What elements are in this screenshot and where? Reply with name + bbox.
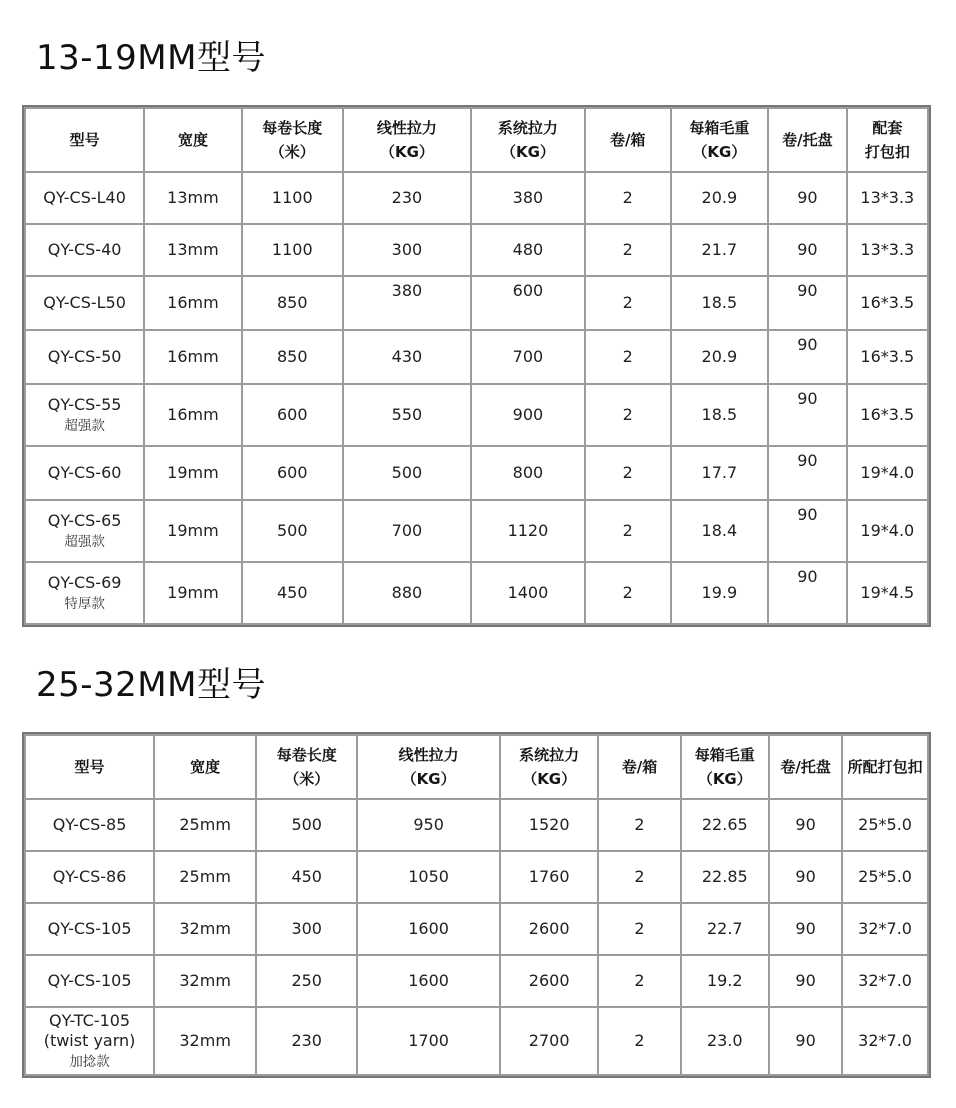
- model-name-line: (twist yarn): [43, 1030, 136, 1050]
- table-cell: 19mm: [144, 446, 242, 500]
- column-header: 卷/托盘: [769, 735, 842, 799]
- header-row: [25, 108, 928, 172]
- table-cell: 25mm: [154, 799, 256, 851]
- column-header: 型号: [25, 735, 154, 799]
- model-name-line: QY-CS-L50: [43, 292, 126, 312]
- table-cell: 90: [769, 799, 842, 851]
- table-cell: 700: [343, 500, 471, 562]
- table-cell: 2600: [500, 955, 598, 1007]
- table-cell: 16mm: [144, 330, 242, 384]
- column-header: 宽度: [154, 735, 256, 799]
- table-cell: 19.9: [671, 562, 769, 624]
- table-cell: 13mm: [144, 172, 242, 224]
- table-cell: 22.7: [681, 903, 769, 955]
- model-variant-label: 超强款: [64, 417, 105, 434]
- table-cell: 90: [768, 330, 847, 384]
- model-cell: [25, 330, 144, 384]
- table-cell: 480: [471, 224, 585, 276]
- table-cell: 900: [471, 384, 585, 446]
- table-cell: 1760: [500, 851, 598, 903]
- table-cell: 2: [585, 172, 671, 224]
- table-cell: 90: [769, 903, 842, 955]
- table-cell: 380: [471, 172, 585, 224]
- table-cell: 90: [768, 276, 847, 330]
- table-cell: 32*7.0: [842, 903, 928, 955]
- column-header: 线性拉力 （KG）: [343, 108, 471, 172]
- table-row: [25, 955, 928, 1007]
- table-cell: 13*3.3: [847, 172, 928, 224]
- table-cell: 1520: [500, 799, 598, 851]
- column-header: 卷/托盘: [768, 108, 847, 172]
- table-cell: 18.5: [671, 384, 769, 446]
- table-cell: 19*4.0: [847, 446, 928, 500]
- table-cell: 13mm: [144, 224, 242, 276]
- table-row: [25, 903, 928, 955]
- table-cell: 25mm: [154, 851, 256, 903]
- table-cell: 18.4: [671, 500, 769, 562]
- table-cell: 2: [585, 500, 671, 562]
- spec-table-13-19mm: [24, 107, 929, 625]
- model-cell: [25, 446, 144, 500]
- table-cell: 2: [598, 955, 680, 1007]
- table-cell: 16*3.5: [847, 384, 928, 446]
- table-cell: 90: [768, 446, 847, 500]
- table-cell: 1400: [471, 562, 585, 624]
- table-cell: 32*7.0: [842, 955, 928, 1007]
- table-cell: 90: [768, 384, 847, 446]
- column-header: 每卷长度 （米）: [256, 735, 357, 799]
- section-25-32mm: [0, 627, 956, 1078]
- table-cell: 90: [769, 1007, 842, 1075]
- spec-table-25-32mm-wrapper: [22, 732, 931, 1078]
- column-header: 型号: [25, 108, 144, 172]
- spec-table-25-32mm: [24, 734, 929, 1076]
- table-cell: 2: [585, 330, 671, 384]
- table-cell: 22.85: [681, 851, 769, 903]
- table-cell: 300: [343, 224, 471, 276]
- table-cell: 90: [768, 224, 847, 276]
- model-variant-label: 超强款: [64, 533, 105, 550]
- model-variant-label: 特厚款: [64, 595, 105, 612]
- table-cell: 16mm: [144, 276, 242, 330]
- table-cell: 20.9: [671, 172, 769, 224]
- spec-table-13-19mm-wrapper: [22, 105, 931, 627]
- model-name-line: QY-CS-L40: [43, 187, 126, 207]
- table-cell: 90: [769, 851, 842, 903]
- table-cell: 450: [256, 851, 357, 903]
- table-cell: 1600: [357, 955, 500, 1007]
- column-header: 系统拉力 （KG）: [500, 735, 598, 799]
- model-cell: [25, 799, 154, 851]
- model-name-line: QY-CS-50: [47, 346, 122, 366]
- table-cell: 2: [598, 799, 680, 851]
- table-cell: 950: [357, 799, 500, 851]
- model-name-line: QY-CS-40: [47, 239, 122, 259]
- table-cell: 19.2: [681, 955, 769, 1007]
- table-cell: 25*5.0: [842, 851, 928, 903]
- model-cell: [25, 903, 154, 955]
- table-cell: 500: [242, 500, 343, 562]
- table-cell: 380: [343, 276, 471, 330]
- column-header: 每箱毛重 （KG）: [681, 735, 769, 799]
- table-cell: 500: [343, 446, 471, 500]
- table-body: [25, 172, 928, 624]
- model-variant-label: 加捻款: [69, 1053, 110, 1070]
- table-row: [25, 446, 928, 500]
- column-header: 每卷长度 （米）: [242, 108, 343, 172]
- table-cell: 300: [256, 903, 357, 955]
- table-cell: 2: [585, 562, 671, 624]
- table-cell: 90: [768, 562, 847, 624]
- header-row: [25, 735, 928, 799]
- table-row: [25, 384, 928, 446]
- model-name-line: QY-CS-60: [47, 462, 122, 482]
- model-name-line: QY-CS-85: [52, 814, 127, 834]
- table-row: [25, 799, 928, 851]
- table-cell: 250: [256, 955, 357, 1007]
- section-title-25-32mm: 25-32MM型号: [36, 664, 266, 705]
- model-name-line: QY-CS-69: [47, 572, 122, 592]
- table-cell: 230: [343, 172, 471, 224]
- table-cell: 23.0: [681, 1007, 769, 1075]
- table-cell: 2700: [500, 1007, 598, 1075]
- table-row: [25, 851, 928, 903]
- table-cell: 32mm: [154, 903, 256, 955]
- table-cell: 1700: [357, 1007, 500, 1075]
- table-cell: 2: [585, 446, 671, 500]
- table-cell: 600: [242, 384, 343, 446]
- column-header: 线性拉力 （KG）: [357, 735, 500, 799]
- table-cell: 17.7: [671, 446, 769, 500]
- table-row: [25, 276, 928, 330]
- table-cell: 16*3.5: [847, 330, 928, 384]
- table-cell: 850: [242, 330, 343, 384]
- table-cell: 2600: [500, 903, 598, 955]
- column-header: 卷/箱: [585, 108, 671, 172]
- table-cell: 19*4.5: [847, 562, 928, 624]
- table-row: [25, 562, 928, 624]
- model-cell: [25, 1007, 154, 1075]
- model-name-line: QY-CS-105: [47, 970, 132, 990]
- table-cell: 20.9: [671, 330, 769, 384]
- table-cell: 550: [343, 384, 471, 446]
- table-cell: 880: [343, 562, 471, 624]
- model-cell: [25, 172, 144, 224]
- table-cell: 2: [585, 224, 671, 276]
- table-cell: 18.5: [671, 276, 769, 330]
- table-header: [25, 735, 928, 799]
- table-cell: 2: [585, 384, 671, 446]
- table-cell: 32mm: [154, 955, 256, 1007]
- table-body: [25, 799, 928, 1075]
- table-cell: 16mm: [144, 384, 242, 446]
- table-cell: 21.7: [671, 224, 769, 276]
- model-cell: [25, 500, 144, 562]
- model-cell: [25, 384, 144, 446]
- model-cell: [25, 562, 144, 624]
- model-cell: [25, 851, 154, 903]
- table-cell: 19mm: [144, 562, 242, 624]
- table-row: [25, 330, 928, 384]
- table-cell: 700: [471, 330, 585, 384]
- model-name-line: QY-CS-86: [52, 866, 127, 886]
- table-cell: 1120: [471, 500, 585, 562]
- table-cell: 600: [242, 446, 343, 500]
- table-cell: 850: [242, 276, 343, 330]
- table-row: [25, 1007, 928, 1075]
- table-cell: 19*4.0: [847, 500, 928, 562]
- table-cell: 25*5.0: [842, 799, 928, 851]
- table-cell: 500: [256, 799, 357, 851]
- section-title-13-19mm: 13-19MM型号: [36, 38, 266, 78]
- column-header: 所配打包扣: [842, 735, 928, 799]
- table-cell: 2: [585, 276, 671, 330]
- model-cell: [25, 224, 144, 276]
- model-name-line: QY-CS-105: [47, 918, 132, 938]
- table-cell: 90: [768, 172, 847, 224]
- table-cell: 32*7.0: [842, 1007, 928, 1075]
- model-name-line: QY-CS-65: [47, 510, 122, 530]
- table-cell: 16*3.5: [847, 276, 928, 330]
- model-name-line: QY-CS-55: [47, 394, 122, 414]
- column-header: 系统拉力 （KG）: [471, 108, 585, 172]
- table-cell: 800: [471, 446, 585, 500]
- table-row: [25, 500, 928, 562]
- column-header: 每箱毛重 （KG）: [671, 108, 769, 172]
- table-cell: 22.65: [681, 799, 769, 851]
- model-cell: [25, 276, 144, 330]
- column-header: 卷/箱: [598, 735, 680, 799]
- table-cell: 600: [471, 276, 585, 330]
- table-cell: 1600: [357, 903, 500, 955]
- table-cell: 32mm: [154, 1007, 256, 1075]
- model-name-line: QY-TC-105: [49, 1010, 131, 1030]
- table-cell: 13*3.3: [847, 224, 928, 276]
- table-row: [25, 172, 928, 224]
- table-cell: 1050: [357, 851, 500, 903]
- column-header: 配套 打包扣: [847, 108, 928, 172]
- table-cell: 19mm: [144, 500, 242, 562]
- table-cell: 430: [343, 330, 471, 384]
- table-cell: 450: [242, 562, 343, 624]
- table-header: [25, 108, 928, 172]
- table-cell: 230: [256, 1007, 357, 1075]
- model-cell: [25, 955, 154, 1007]
- table-cell: 2: [598, 851, 680, 903]
- column-header: 宽度: [144, 108, 242, 172]
- table-cell: 1100: [242, 224, 343, 276]
- table-cell: 90: [768, 500, 847, 562]
- table-cell: 90: [769, 955, 842, 1007]
- table-cell: 1100: [242, 172, 343, 224]
- table-cell: 2: [598, 1007, 680, 1075]
- table-row: [25, 224, 928, 276]
- table-cell: 2: [598, 903, 680, 955]
